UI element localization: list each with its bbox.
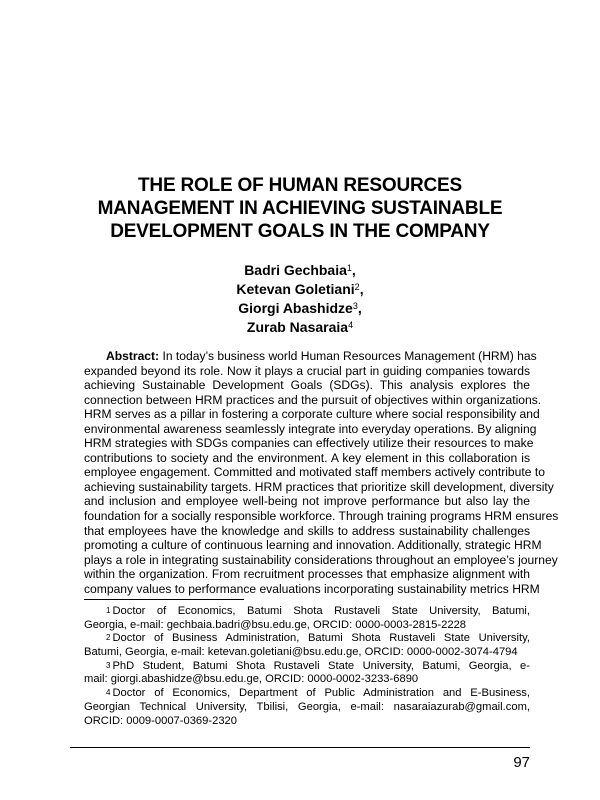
- abstract-line: plays a role in integrating sustainability considerations throughout an employee’s journey: [84, 552, 558, 567]
- author-3: [150, 299, 450, 318]
- author-affiliation-marker: 2: [354, 282, 360, 292]
- abstract-line: promoting a culture of continuous learning and innovation. Additionally, strategic HRM: [84, 538, 542, 553]
- footnote-line: Georgia, e-mail: gechbaia.badri@bsu.edu.ge, ORCID: 0000-0003-2815-2228: [84, 618, 467, 631]
- abstract-line: foundation for a socially responsible workforce. Through training programs HRM ensures: [84, 509, 559, 524]
- footnote-line: Georgian Technical University, Tbilisi, Georgia, e-mail: nasaraiazurab@gmail.com,: [84, 700, 530, 713]
- abstract-line: that employees have the knowledge and skills to address sustainability challenges: [84, 523, 530, 538]
- abstract-line: contributions to society and the environment. A key element in this collaboration is: [84, 450, 530, 465]
- footnote-divider: [84, 599, 244, 600]
- abstract-label: Abstract:: [106, 349, 160, 363]
- abstract-line: employee engagement. Committed and motivated staff members actively contribute to: [84, 465, 545, 480]
- footnote-line: Batumi, Georgia, e-mail: ketevan.goletiani@bsu.edu.ge, ORCID: 0000-0002-3074-4794: [84, 646, 518, 659]
- author-affiliation-marker: 1: [346, 263, 352, 273]
- abstract-line: within the organization. From recruitment processes that emphasize alignment with: [84, 567, 530, 582]
- page-number: 97: [513, 754, 530, 771]
- footnotes: [84, 605, 530, 728]
- abstract: [84, 349, 559, 596]
- footnote-line: [84, 660, 530, 674]
- author-name: Giorgi Abashidze: [238, 300, 353, 316]
- abstract-line: connection between HRM practices and the pursuit of objectives within organizations.: [84, 392, 542, 407]
- author-list: [150, 261, 450, 337]
- author-1: [150, 261, 450, 280]
- footnote-text: Doctor of Economics, Department of Public Administration and E-Business,: [112, 687, 530, 700]
- abstract-line: [84, 349, 537, 364]
- author-2: [150, 280, 450, 299]
- title-line: DEVELOPMENT GOALS IN THE COMPANY: [110, 221, 490, 242]
- author-affiliation-marker: 3: [352, 301, 358, 311]
- abstract-line: environmental awareness seamlessly integrate into everyday operations. By aligning: [84, 421, 537, 436]
- footnote-text: Doctor of Business Administration, Batumi Shota Rustaveli State University,: [112, 632, 530, 645]
- author-separator: ,: [357, 300, 362, 316]
- footnote-marker: 4: [106, 688, 111, 698]
- footnote-line: ORCID: 0009-0007-0369-2320: [84, 714, 237, 727]
- footnote-marker: 1: [106, 606, 111, 615]
- abstract-text: In today’s business world Human Resources Management (HRM) has: [159, 349, 537, 363]
- abstract-line: company values to performance evaluations incorporating sustainability metrics HRM: [84, 581, 540, 596]
- author-4: [150, 318, 450, 337]
- abstract-line: achieving Sustainable Development Goals (SDGs). This analysis explores the: [84, 378, 530, 393]
- author-name: Ketevan Goletiani: [236, 281, 355, 297]
- footnote-marker: 3: [106, 660, 111, 670]
- footnote-line: [84, 632, 530, 646]
- author-separator: ,: [351, 262, 356, 278]
- author-name: Badri Gechbaia: [244, 262, 347, 278]
- footnote-line: mail: giorgi.abashidze@bsu.edu.ge, ORCID: 0000-0002-3233-6890: [84, 673, 419, 686]
- author-affiliation-marker: 4: [348, 320, 354, 330]
- footnote-marker: 2: [106, 633, 111, 643]
- page-footer-rule: [70, 747, 530, 748]
- abstract-line: expanded beyond its role. Now it plays a crucial part in guiding companies towards: [84, 363, 530, 378]
- footnote-line: [84, 605, 530, 619]
- abstract-line: and inclusion and employee well-being not improve performance but also lay the: [84, 494, 530, 509]
- title-line: MANAGEMENT IN ACHIEVING SUSTAINABLE: [97, 198, 503, 219]
- footnote-text: PhD Student, Batumi Shota Rustaveli State University, Batumi, Georgia, e-: [112, 659, 530, 672]
- abstract-line: HRM strategies with SDGs companies can effectively utilize their resources to make: [84, 436, 534, 451]
- paper-title: [60, 174, 540, 243]
- footnote-text: Doctor of Economics, Batumi Shota Rustaveli State University, Batumi,: [112, 605, 530, 617]
- footnote-line: [84, 687, 530, 701]
- title-line: THE ROLE OF HUMAN RESOURCES: [138, 175, 462, 196]
- author-separator: ,: [359, 281, 364, 297]
- abstract-line: achieving sustainability targets. HRM practices that prioritize skill development, diversity: [84, 479, 554, 494]
- abstract-line: HRM serves as a pillar in fostering a corporate culture where social responsibility and: [84, 407, 540, 422]
- author-name: Zurab Nasaraia: [246, 319, 349, 335]
